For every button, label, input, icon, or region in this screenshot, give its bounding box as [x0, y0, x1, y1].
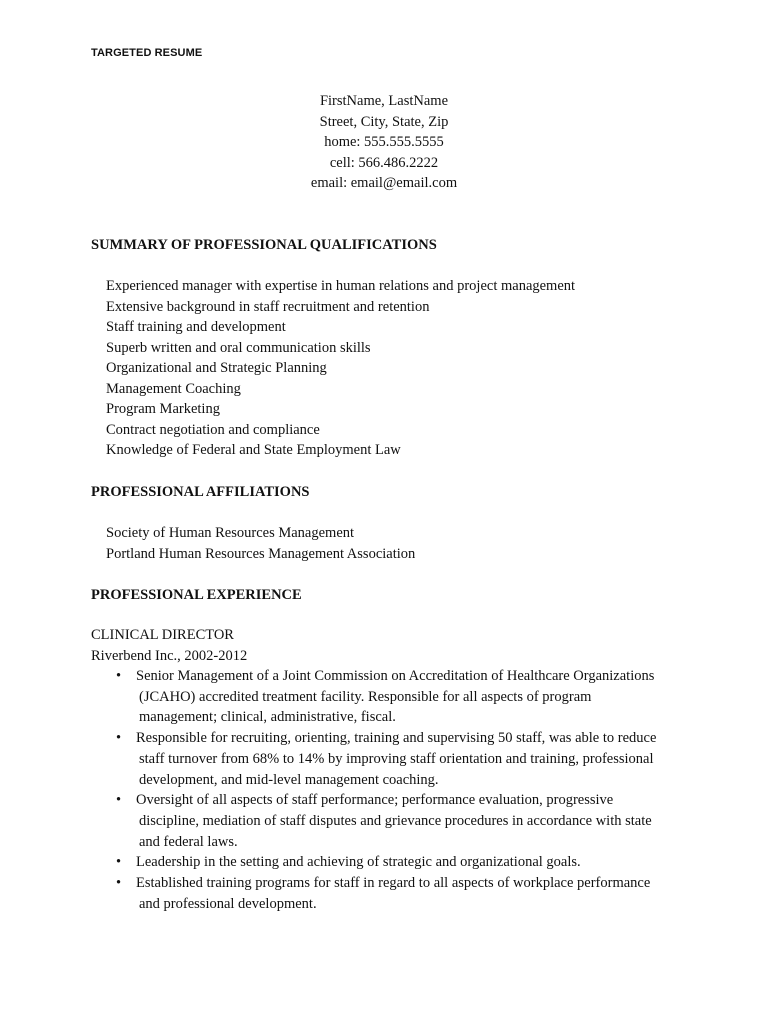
summary-list — [106, 276, 575, 461]
experience-bullet — [0, 852, 768, 873]
affiliations-heading: PROFESSIONAL AFFILIATIONS — [91, 484, 310, 500]
contact-home-phone: home: 555.555.5555 — [324, 134, 444, 151]
bullet-line: and professional development. — [139, 895, 317, 912]
summary-item: Contract negotiation and compliance — [106, 421, 320, 438]
bullet-line: Responsible for recruiting, orienting, training and supervising 50 staff, was able to reduce — [136, 730, 657, 747]
bullet-line: management; clinical, administrative, fiscal. — [139, 709, 396, 726]
bullet-icon: • — [116, 792, 122, 809]
job-title: CLINICAL DIRECTOR — [91, 627, 234, 643]
summary-heading: SUMMARY OF PROFESSIONAL QUALIFICATIONS — [91, 237, 437, 253]
bullet-icon: • — [116, 668, 122, 684]
bullet-line: Oversight of all aspects of staff performance; performance evaluation, progressive — [136, 792, 614, 809]
summary-item: Extensive background in staff recruitment and retention — [106, 298, 430, 315]
contact-block — [0, 91, 768, 194]
experience-bullet — [0, 666, 768, 728]
experience-bullet — [0, 873, 768, 914]
experience-bullets — [0, 666, 768, 914]
contact-cell-phone: cell: 566.486.2222 — [329, 154, 439, 171]
contact-name: FirstName, LastName — [319, 93, 449, 109]
affiliations-list — [106, 523, 415, 564]
bullet-icon: • — [116, 875, 122, 892]
company-and-dates: Riverbend Inc., 2002-2012 — [91, 648, 248, 664]
bullet-line: (JCAHO) accredited treatment facility. Responsible for all aspects of program — [139, 688, 592, 705]
document-label: TARGETED RESUME — [91, 47, 203, 59]
summary-item: Management Coaching — [106, 380, 241, 397]
contact-address: Street, City, State, Zip — [319, 113, 449, 130]
bullet-line: discipline, mediation of staff disputes and grievance procedures in accordance with state — [139, 812, 652, 829]
bullet-line: Leadership in the setting and achieving of strategic and organizational goals. — [136, 854, 581, 871]
contact-email: email: email@email.com — [310, 175, 458, 192]
bullet-line: and federal laws. — [139, 833, 238, 850]
bullet-line: Established training programs for staff in regard to all aspects of workplace performance — [136, 875, 651, 892]
summary-item: Program Marketing — [106, 401, 220, 418]
summary-item: Experienced manager with expertise in human relations and project management — [106, 278, 576, 294]
experience-heading: PROFESSIONAL EXPERIENCE — [91, 587, 302, 603]
experience-bullet — [0, 728, 768, 790]
bullet-line: development, and mid-level management coaching. — [139, 771, 439, 788]
affiliation-item: Society of Human Resources Management — [106, 525, 355, 541]
bullet-icon: • — [116, 730, 122, 747]
bullet-line: Senior Management of a Joint Commission on Accreditation of Healthcare Organizations — [136, 668, 655, 684]
bullet-line: staff turnover from 68% to 14% by improving staff orientation and training, professional — [139, 750, 654, 767]
summary-item: Knowledge of Federal and State Employment Law — [106, 442, 401, 459]
bullet-icon: • — [116, 854, 122, 871]
experience-bullet — [0, 790, 768, 852]
affiliation-item: Portland Human Resources Management Association — [106, 545, 416, 562]
summary-item: Superb written and oral communication skills — [106, 339, 371, 356]
summary-item: Organizational and Strategic Planning — [106, 360, 327, 377]
summary-item: Staff training and development — [106, 319, 286, 336]
